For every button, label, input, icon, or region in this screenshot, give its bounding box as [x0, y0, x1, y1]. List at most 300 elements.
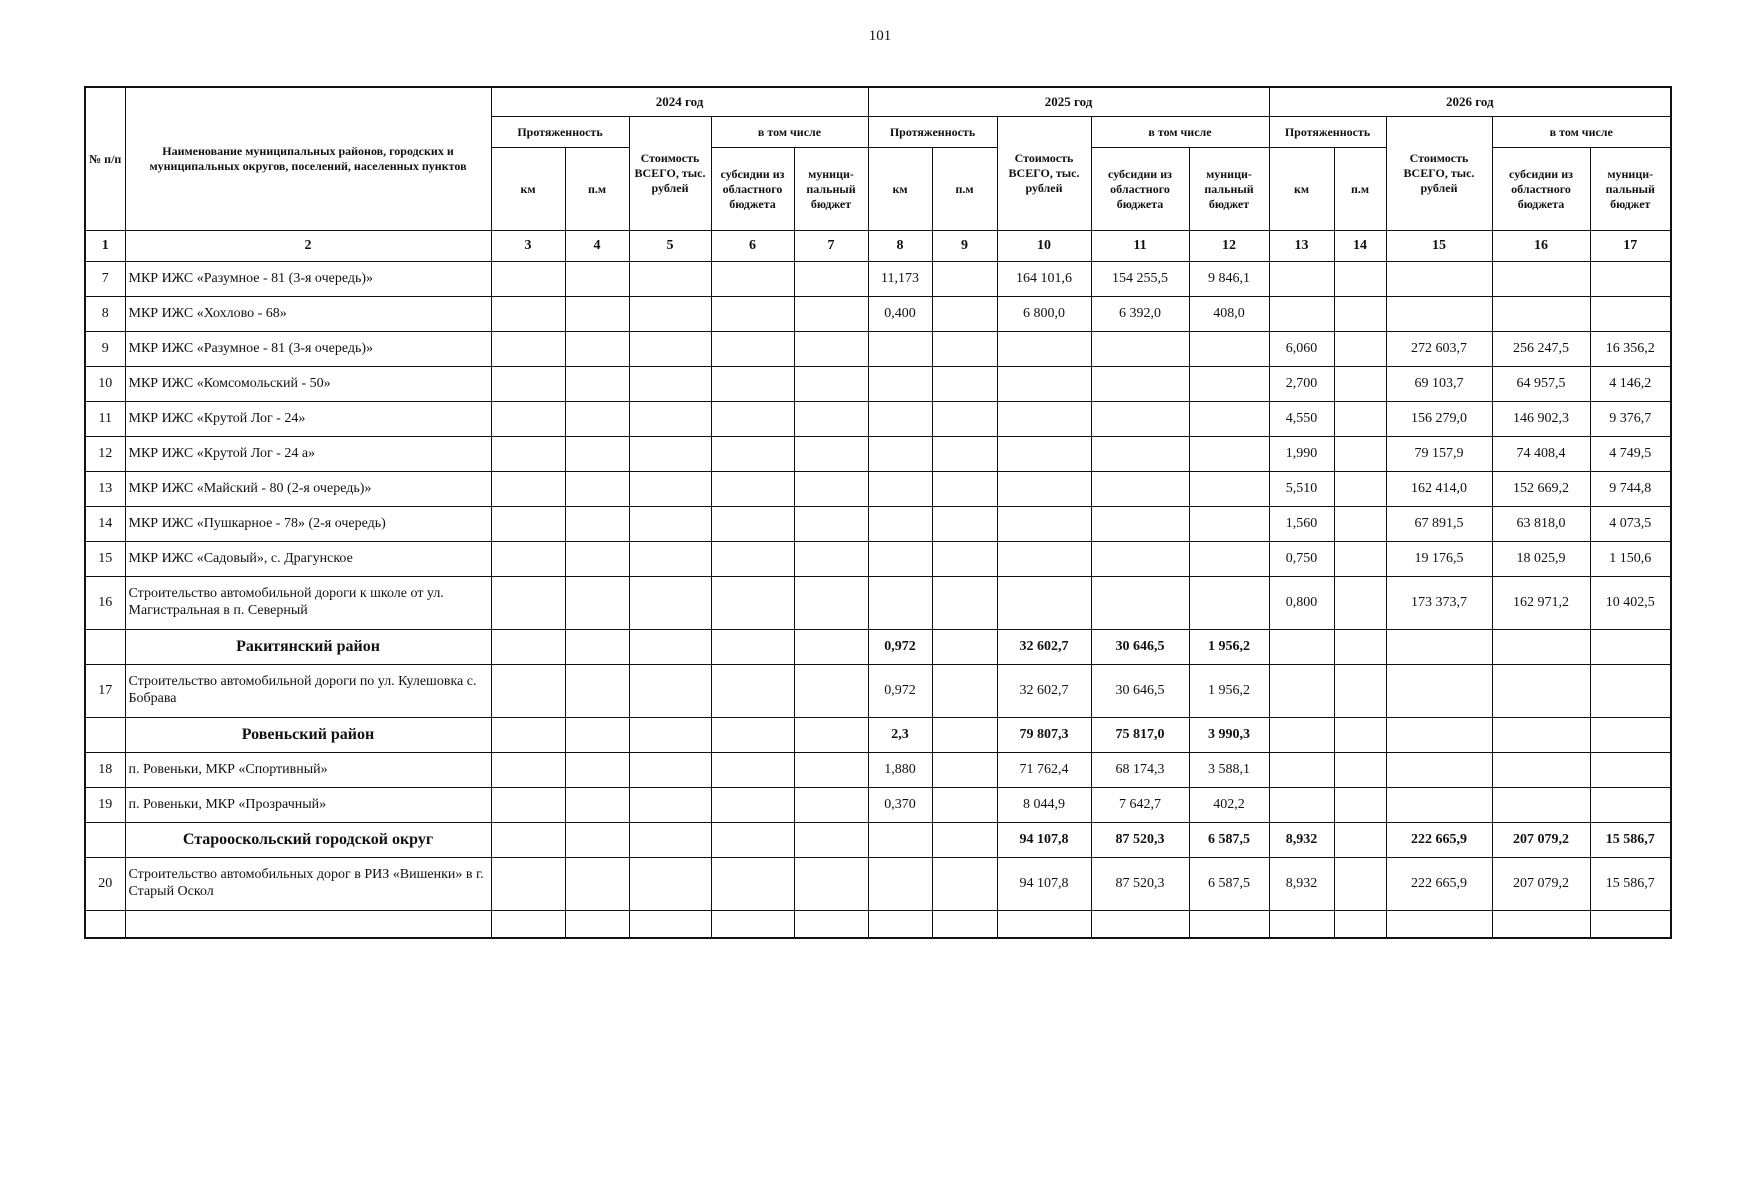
- value-cell: [1590, 753, 1671, 788]
- value-cell: [1386, 911, 1492, 939]
- value-cell: [794, 332, 868, 367]
- header-length-2025: Протяженность: [868, 117, 997, 148]
- value-cell: [932, 332, 997, 367]
- row-name: МКР ИЖС «Комсомольский - 50»: [125, 367, 491, 402]
- value-cell: [997, 367, 1091, 402]
- value-cell: 256 247,5: [1492, 332, 1590, 367]
- value-cell: 6 587,5: [1189, 858, 1269, 911]
- table-header: [85, 87, 1671, 262]
- value-cell: [491, 367, 565, 402]
- row-name: МКР ИЖС «Майский - 80 (2-я очередь)»: [125, 472, 491, 507]
- value-cell: 64 957,5: [1492, 367, 1590, 402]
- header-cost-2026: Стоимость ВСЕГО, тыс. рублей: [1386, 117, 1492, 231]
- value-cell: [1334, 542, 1386, 577]
- value-cell: [1269, 262, 1334, 297]
- value-cell: [1334, 367, 1386, 402]
- value-cell: [868, 858, 932, 911]
- value-cell: [794, 472, 868, 507]
- value-cell: [491, 297, 565, 332]
- value-cell: [565, 665, 629, 718]
- value-cell: [794, 823, 868, 858]
- value-cell: 79 157,9: [1386, 437, 1492, 472]
- column-number: 15: [1386, 231, 1492, 262]
- value-cell: [997, 911, 1091, 939]
- value-cell: [711, 297, 794, 332]
- row-name: МКР ИЖС «Крутой Лог - 24 а»: [125, 437, 491, 472]
- value-cell: 15 586,7: [1590, 858, 1671, 911]
- value-cell: [932, 577, 997, 630]
- value-cell: [711, 367, 794, 402]
- row-number: [85, 911, 125, 939]
- column-number: 7: [794, 231, 868, 262]
- column-number: 2: [125, 231, 491, 262]
- value-cell: [1590, 630, 1671, 665]
- value-cell: [794, 577, 868, 630]
- value-cell: [1091, 332, 1189, 367]
- header-year-2026: 2026 год: [1269, 87, 1671, 117]
- value-cell: [565, 788, 629, 823]
- table-row: [85, 262, 1671, 297]
- value-cell: 75 817,0: [1091, 718, 1189, 753]
- value-cell: 18 025,9: [1492, 542, 1590, 577]
- header-year-2024: 2024 год: [491, 87, 868, 117]
- value-cell: [491, 665, 565, 718]
- value-cell: [629, 367, 711, 402]
- page-number: 101: [868, 28, 892, 44]
- value-cell: [711, 718, 794, 753]
- value-cell: [565, 472, 629, 507]
- row-number: 7: [85, 262, 125, 297]
- value-cell: [1189, 577, 1269, 630]
- district-row: [85, 718, 1671, 753]
- value-cell: [711, 542, 794, 577]
- value-cell: [1189, 542, 1269, 577]
- value-cell: [794, 630, 868, 665]
- value-cell: [1492, 911, 1590, 939]
- value-cell: 0,800: [1269, 577, 1334, 630]
- header-name: Наименование муниципальных районов, городских и муниципальных округов, поселений, населенных пунктов: [125, 87, 491, 231]
- value-cell: [1269, 297, 1334, 332]
- value-cell: 154 255,5: [1091, 262, 1189, 297]
- value-cell: [711, 911, 794, 939]
- row-name: МКР ИЖС «Садовый», с. Драгунское: [125, 542, 491, 577]
- value-cell: [1091, 911, 1189, 939]
- value-cell: [711, 577, 794, 630]
- value-cell: [1189, 367, 1269, 402]
- value-cell: [932, 665, 997, 718]
- value-cell: 164 101,6: [997, 262, 1091, 297]
- row-name: Ровеньский район: [125, 718, 491, 753]
- value-cell: [932, 367, 997, 402]
- table-row: [85, 577, 1671, 630]
- value-cell: [565, 577, 629, 630]
- table-row: [85, 858, 1671, 911]
- value-cell: [491, 542, 565, 577]
- column-number: 1: [85, 231, 125, 262]
- value-cell: [1334, 262, 1386, 297]
- value-cell: [1269, 630, 1334, 665]
- row-name: [125, 911, 491, 939]
- column-number: 9: [932, 231, 997, 262]
- value-cell: 1 956,2: [1189, 630, 1269, 665]
- value-cell: [1334, 911, 1386, 939]
- value-cell: [711, 858, 794, 911]
- value-cell: 79 807,3: [997, 718, 1091, 753]
- row-number: 17: [85, 665, 125, 718]
- value-cell: 8 044,9: [997, 788, 1091, 823]
- value-cell: [932, 542, 997, 577]
- value-cell: 408,0: [1189, 297, 1269, 332]
- value-cell: [1334, 788, 1386, 823]
- value-cell: 87 520,3: [1091, 858, 1189, 911]
- value-cell: [1269, 911, 1334, 939]
- value-cell: 152 669,2: [1492, 472, 1590, 507]
- value-cell: 94 107,8: [997, 858, 1091, 911]
- value-cell: [794, 753, 868, 788]
- value-cell: [629, 437, 711, 472]
- value-cell: [1269, 718, 1334, 753]
- header-cost-2024: Стоимость ВСЕГО, тыс. рублей: [629, 117, 711, 231]
- value-cell: [1334, 577, 1386, 630]
- value-cell: [1091, 437, 1189, 472]
- value-cell: [1334, 437, 1386, 472]
- header-length-2026: Протяженность: [1269, 117, 1386, 148]
- value-cell: [1492, 718, 1590, 753]
- value-cell: [868, 507, 932, 542]
- empty-row: [85, 911, 1671, 939]
- value-cell: 32 602,7: [997, 665, 1091, 718]
- row-number: 14: [85, 507, 125, 542]
- header-subsidy-2026: субсидии из областного бюджета: [1492, 148, 1590, 231]
- value-cell: [1334, 718, 1386, 753]
- value-cell: [565, 297, 629, 332]
- header-pm-2025: п.м: [932, 148, 997, 231]
- value-cell: 402,2: [1189, 788, 1269, 823]
- row-number: 16: [85, 577, 125, 630]
- value-cell: 222 665,9: [1386, 858, 1492, 911]
- value-cell: 5,510: [1269, 472, 1334, 507]
- row-number: 13: [85, 472, 125, 507]
- value-cell: [1189, 332, 1269, 367]
- value-cell: 74 408,4: [1492, 437, 1590, 472]
- value-cell: [794, 718, 868, 753]
- value-cell: 71 762,4: [997, 753, 1091, 788]
- value-cell: [932, 788, 997, 823]
- value-cell: [868, 437, 932, 472]
- table-row: [85, 753, 1671, 788]
- value-cell: [997, 542, 1091, 577]
- value-cell: 207 079,2: [1492, 823, 1590, 858]
- row-name: Ракитянский район: [125, 630, 491, 665]
- value-cell: [1334, 630, 1386, 665]
- value-cell: [997, 577, 1091, 630]
- value-cell: [491, 753, 565, 788]
- value-cell: [794, 437, 868, 472]
- value-cell: [1334, 858, 1386, 911]
- value-cell: [868, 332, 932, 367]
- value-cell: [997, 507, 1091, 542]
- header-municipal-2025: муници-пальный бюджет: [1189, 148, 1269, 231]
- column-number: 5: [629, 231, 711, 262]
- value-cell: 9 846,1: [1189, 262, 1269, 297]
- value-cell: [1590, 262, 1671, 297]
- value-cell: 0,972: [868, 630, 932, 665]
- table-row: [85, 402, 1671, 437]
- value-cell: [1269, 665, 1334, 718]
- value-cell: [565, 823, 629, 858]
- value-cell: [932, 402, 997, 437]
- column-number: 10: [997, 231, 1091, 262]
- road-construction-table: [84, 86, 1672, 939]
- value-cell: [1386, 718, 1492, 753]
- value-cell: [932, 911, 997, 939]
- value-cell: [932, 437, 997, 472]
- value-cell: [629, 753, 711, 788]
- value-cell: [794, 542, 868, 577]
- value-cell: 4,550: [1269, 402, 1334, 437]
- table-row: [85, 437, 1671, 472]
- header-subsidy-2024: субсидии из областного бюджета: [711, 148, 794, 231]
- value-cell: 68 174,3: [1091, 753, 1189, 788]
- value-cell: 173 373,7: [1386, 577, 1492, 630]
- header-incl-2026: в том числе: [1492, 117, 1671, 148]
- value-cell: 10 402,5: [1590, 577, 1671, 630]
- row-name: МКР ИЖС «Хохлово - 68»: [125, 297, 491, 332]
- value-cell: [711, 402, 794, 437]
- value-cell: [711, 472, 794, 507]
- value-cell: [629, 665, 711, 718]
- value-cell: [491, 402, 565, 437]
- value-cell: [565, 718, 629, 753]
- value-cell: [868, 911, 932, 939]
- value-cell: [1492, 788, 1590, 823]
- value-cell: [491, 437, 565, 472]
- value-cell: [491, 507, 565, 542]
- value-cell: 1 956,2: [1189, 665, 1269, 718]
- value-cell: 87 520,3: [1091, 823, 1189, 858]
- value-cell: [565, 367, 629, 402]
- value-cell: 162 414,0: [1386, 472, 1492, 507]
- value-cell: [1386, 788, 1492, 823]
- value-cell: [868, 823, 932, 858]
- value-cell: [1590, 788, 1671, 823]
- header-km-2025: км: [868, 148, 932, 231]
- value-cell: [565, 858, 629, 911]
- district-row: [85, 630, 1671, 665]
- value-cell: [1269, 753, 1334, 788]
- value-cell: 32 602,7: [997, 630, 1091, 665]
- value-cell: 3 990,3: [1189, 718, 1269, 753]
- value-cell: 94 107,8: [997, 823, 1091, 858]
- column-number: 16: [1492, 231, 1590, 262]
- value-cell: [711, 823, 794, 858]
- value-cell: 6,060: [1269, 332, 1334, 367]
- value-cell: [1269, 788, 1334, 823]
- column-number: 17: [1590, 231, 1671, 262]
- value-cell: 0,400: [868, 297, 932, 332]
- value-cell: [629, 472, 711, 507]
- value-cell: [1492, 665, 1590, 718]
- header-length-2024: Протяженность: [491, 117, 629, 148]
- value-cell: [1091, 542, 1189, 577]
- value-cell: [565, 262, 629, 297]
- value-cell: [794, 858, 868, 911]
- value-cell: [1334, 823, 1386, 858]
- value-cell: [1386, 262, 1492, 297]
- value-cell: [1334, 297, 1386, 332]
- value-cell: 272 603,7: [1386, 332, 1492, 367]
- row-number: 9: [85, 332, 125, 367]
- value-cell: [997, 437, 1091, 472]
- table-row: [85, 788, 1671, 823]
- row-name: Строительство автомобильной дороги к школе от ул. Магистральная в п. Северный: [125, 577, 491, 630]
- value-cell: [932, 858, 997, 911]
- value-cell: [1492, 262, 1590, 297]
- value-cell: [565, 507, 629, 542]
- value-cell: [711, 753, 794, 788]
- value-cell: [1334, 665, 1386, 718]
- value-cell: 4 073,5: [1590, 507, 1671, 542]
- value-cell: 3 588,1: [1189, 753, 1269, 788]
- value-cell: [1189, 507, 1269, 542]
- value-cell: [629, 577, 711, 630]
- column-number: 3: [491, 231, 565, 262]
- value-cell: 4 146,2: [1590, 367, 1671, 402]
- value-cell: [1492, 630, 1590, 665]
- value-cell: [1334, 402, 1386, 437]
- value-cell: 30 646,5: [1091, 630, 1189, 665]
- value-cell: [868, 472, 932, 507]
- value-cell: 8,932: [1269, 823, 1334, 858]
- value-cell: 0,972: [868, 665, 932, 718]
- value-cell: [629, 718, 711, 753]
- header-incl-2025: в том числе: [1091, 117, 1269, 148]
- value-cell: [932, 297, 997, 332]
- table-row: [85, 472, 1671, 507]
- table-row: [85, 665, 1671, 718]
- value-cell: [932, 753, 997, 788]
- value-cell: [1386, 665, 1492, 718]
- value-cell: [491, 630, 565, 665]
- header-municipal-2026: муници-пальный бюджет: [1590, 148, 1671, 231]
- value-cell: [1386, 630, 1492, 665]
- header-incl-2024: в том числе: [711, 117, 868, 148]
- value-cell: [629, 332, 711, 367]
- value-cell: [1334, 332, 1386, 367]
- row-name: п. Ровеньки, МКР «Прозрачный»: [125, 788, 491, 823]
- value-cell: [629, 788, 711, 823]
- value-cell: [629, 858, 711, 911]
- value-cell: [1189, 437, 1269, 472]
- value-cell: 2,700: [1269, 367, 1334, 402]
- value-cell: [1386, 753, 1492, 788]
- value-cell: [1590, 297, 1671, 332]
- value-cell: [491, 262, 565, 297]
- value-cell: [794, 262, 868, 297]
- value-cell: [794, 402, 868, 437]
- value-cell: [932, 262, 997, 297]
- value-cell: [629, 402, 711, 437]
- value-cell: 6 587,5: [1189, 823, 1269, 858]
- value-cell: [1189, 472, 1269, 507]
- value-cell: [794, 788, 868, 823]
- value-cell: 1,560: [1269, 507, 1334, 542]
- value-cell: [491, 858, 565, 911]
- row-name: Старооскольский городской округ: [125, 823, 491, 858]
- value-cell: [629, 823, 711, 858]
- value-cell: [997, 402, 1091, 437]
- value-cell: [565, 542, 629, 577]
- header-subsidy-2025: субсидии из областного бюджета: [1091, 148, 1189, 231]
- value-cell: 1,880: [868, 753, 932, 788]
- value-cell: [794, 297, 868, 332]
- value-cell: [491, 823, 565, 858]
- value-cell: 67 891,5: [1386, 507, 1492, 542]
- value-cell: [1590, 718, 1671, 753]
- district-row: [85, 823, 1671, 858]
- value-cell: 30 646,5: [1091, 665, 1189, 718]
- table-row: [85, 297, 1671, 332]
- value-cell: 9 376,7: [1590, 402, 1671, 437]
- row-name: МКР ИЖС «Крутой Лог - 24»: [125, 402, 491, 437]
- column-number: 4: [565, 231, 629, 262]
- value-cell: [932, 630, 997, 665]
- table-row: [85, 367, 1671, 402]
- column-number: 13: [1269, 231, 1334, 262]
- table-row: [85, 507, 1671, 542]
- column-number: 6: [711, 231, 794, 262]
- value-cell: [1386, 297, 1492, 332]
- table-body: [85, 262, 1671, 939]
- header-pm-2024: п.м: [565, 148, 629, 231]
- value-cell: [1334, 753, 1386, 788]
- value-cell: [868, 402, 932, 437]
- value-cell: 9 744,8: [1590, 472, 1671, 507]
- header-municipal-2024: муници-пальный бюджет: [794, 148, 868, 231]
- value-cell: [794, 367, 868, 402]
- row-name: МКР ИЖС «Разумное - 81 (3-я очередь)»: [125, 332, 491, 367]
- value-cell: 156 279,0: [1386, 402, 1492, 437]
- value-cell: 2,3: [868, 718, 932, 753]
- value-cell: 11,173: [868, 262, 932, 297]
- row-number: 11: [85, 402, 125, 437]
- header-cost-2025: Стоимость ВСЕГО, тыс. рублей: [997, 117, 1091, 231]
- value-cell: [1091, 472, 1189, 507]
- value-cell: [565, 753, 629, 788]
- value-cell: 7 642,7: [1091, 788, 1189, 823]
- row-name: Строительство автомобильной дороги по ул. Кулешовка с. Бобрава: [125, 665, 491, 718]
- header-year-2025: 2025 год: [868, 87, 1269, 117]
- row-number: 19: [85, 788, 125, 823]
- row-number: [85, 823, 125, 858]
- column-number: 12: [1189, 231, 1269, 262]
- value-cell: [1334, 472, 1386, 507]
- value-cell: 162 971,2: [1492, 577, 1590, 630]
- value-cell: [1590, 911, 1671, 939]
- value-cell: [629, 507, 711, 542]
- value-cell: [711, 788, 794, 823]
- value-cell: 15 586,7: [1590, 823, 1671, 858]
- value-cell: 6 392,0: [1091, 297, 1189, 332]
- value-cell: 222 665,9: [1386, 823, 1492, 858]
- value-cell: [1091, 577, 1189, 630]
- value-cell: [932, 472, 997, 507]
- value-cell: [711, 630, 794, 665]
- value-cell: [491, 332, 565, 367]
- row-number: [85, 630, 125, 665]
- value-cell: [491, 788, 565, 823]
- column-number: 11: [1091, 231, 1189, 262]
